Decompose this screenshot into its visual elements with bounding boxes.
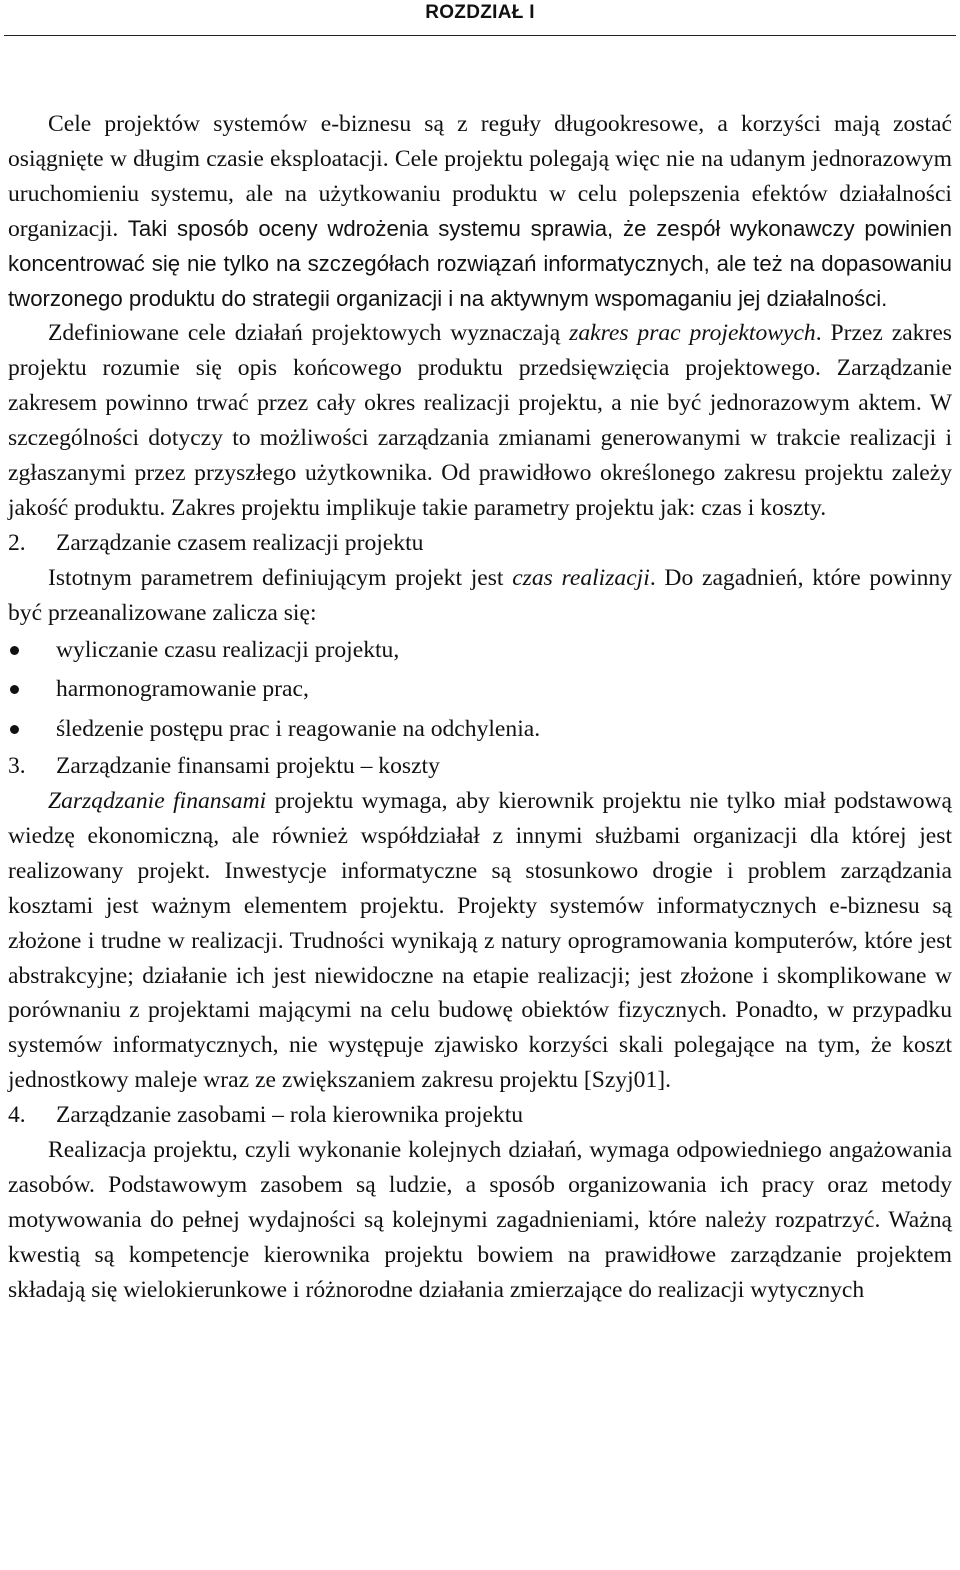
section-number: 3. — [8, 753, 26, 780]
paragraph-scope-rest: . Przez zakres projektu rozumie się opis końcowego produktu przedsięwzięcia projektowego. Zarządzanie zakresem powinno trwać przez cały okres realizacji projektu, a nie być jednorazowym aktem. W szczególności dotyczy to możliwości zarządzania zmianami generowanymi w trakcie realizacji i zgłaszanymi przez przyszłego użytkownika. Od prawidłowo określonego zakresu projektu zależy jakość produktu. Zakres projektu implikuje takie parametry projektu jak: czas i koszty. — [8, 320, 952, 521]
paragraph-project-goals — [8, 107, 952, 316]
running-head: ROZDZIAŁ I — [425, 2, 535, 23]
section-title: Zarządzanie czasem realizacji projektu — [56, 529, 424, 556]
section-heading-resources — [8, 1098, 952, 1133]
section-title: Zarządzanie finansami projektu – koszty — [56, 753, 440, 780]
section-number: 2. — [8, 529, 26, 556]
paragraph-finance — [8, 784, 952, 1098]
paragraph-time — [8, 561, 952, 631]
paragraph-project-goals-serif: Cele projektów systemów e-biznesu są z reguły długookresowe, a korzyści mają zostać osiągnięte w długim czasie eksploatacji. Cele projektu polegają więc nie na udanym jednorazowym uruchomieniu systemu, ale na użytkowaniu produktu w celu polepszenia efektów działalności organizacji. — [8, 111, 952, 242]
list-item-text: wyliczanie czasu realizacji projektu, — [56, 636, 400, 663]
bullet-list — [8, 631, 952, 750]
paragraph-scope — [8, 316, 952, 525]
page-header — [0, 0, 960, 36]
paragraph-time-rest: . Do zagadnień, które powinny być przeanalizowane zalicza się: — [8, 564, 952, 626]
paragraph-project-goals-sans: Taki sposób oceny wdrożenia systemu sprawia, że zespół wykonawczy powinien koncentrować się nie tylko na szczegółach rozwiązań informatycznych, ale też na dopasowaniu tworzonego produktu do strategii organizacji i na aktywnym wspomaganiu jej działalności. — [8, 215, 952, 311]
list-item-text: harmonogramowanie prac, — [56, 676, 309, 703]
section-heading-finance — [8, 749, 952, 784]
paragraph-time-intro: Istotnym parametrem definiującym projekt jest — [48, 564, 504, 591]
section-title: Zarządzanie zasobami – rola kierownika projektu — [56, 1102, 524, 1129]
term-scope: zakres prac projektowych — [569, 320, 816, 347]
document-body — [8, 107, 952, 1308]
list-item — [8, 670, 952, 710]
bullet-icon — [10, 725, 19, 734]
list-item-text: śledzenie postępu prac i reagowanie na odchylenia. — [56, 715, 541, 742]
term-time: czas realizacji — [512, 564, 650, 591]
section-heading-time — [8, 526, 952, 561]
list-item — [8, 710, 952, 750]
bullet-icon — [10, 646, 19, 655]
paragraph-finance-rest: projektu wymaga, aby kierownik projektu nie tylko miał podstawową wiedzę ekonomiczną, ale również współdziałał z innymi służbami organizacji dla której jest realizowany projekt. Inwestycje informatyczne są stosunkowo drogie i problem zarządzania kosztami jest ważnym elementem projektu. Projekty systemów informatycznych e-biznesu są złożone i trudne w realizacji. Trudności wynikają z natury oprogramowania komputerów, które jest abstrakcyjne; działanie ich jest niewidoczne na etapie realizacji; jest złożone i skomplikowane w porównaniu z projektami mającymi na celu budowę obiektów fizycznych. Ponadto, w przypadku systemów informatycznych, nie występuje zjawisko korzyści skali polegające na tym, że koszt jednostkowy maleje wraz ze zwiększaniem zakresu projektu [Szyj01]. — [8, 788, 953, 1094]
header-rule — [4, 35, 956, 36]
term-finance: Zarządzanie finansami — [48, 788, 267, 814]
paragraph-scope-intro: Zdefiniowane cele działań projektowych wyznaczają — [48, 320, 561, 347]
section-number: 4. — [8, 1102, 26, 1129]
bullet-icon — [10, 685, 19, 694]
paragraph-resources: Realizacja projektu, czyli wykonanie kolejnych działań, wymaga odpowiedniego angażowania zasobów. Podstawowym zasobem są ludzie, a sposób organizowania ich pracy oraz metody motywowania do pełnej wydajności są kolejnymi zagadnieniami, które należy rozpatrzyć. Ważną kwestią są kompetencje kierownika projektu bowiem na prawidłowe zarządzanie projektem składają się wielokierunkowe i różnorodne działania zmierzające do realizacji wytycznych — [8, 1137, 952, 1303]
list-item — [8, 631, 952, 671]
